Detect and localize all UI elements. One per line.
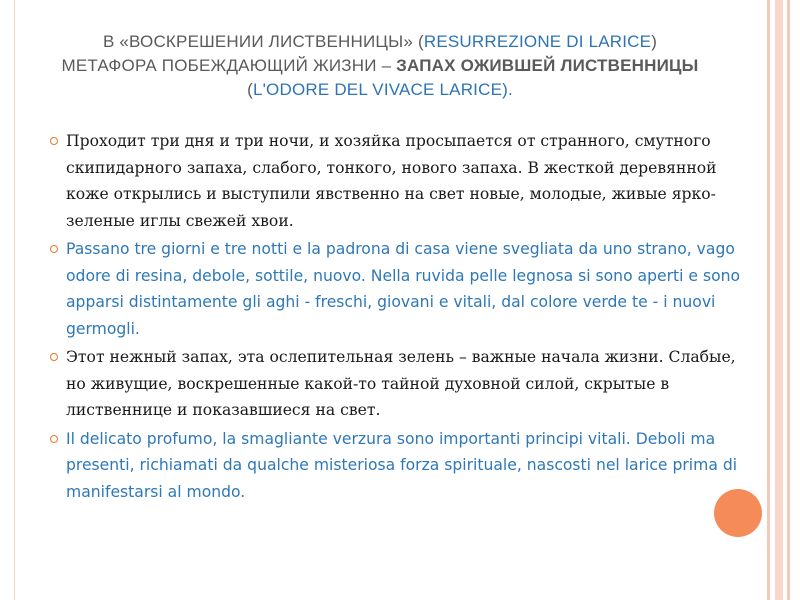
paragraph-italian-2 xyxy=(50,426,750,506)
bullet-icon xyxy=(50,353,58,361)
title-part-5: ( xyxy=(247,80,253,99)
paragraph-text: Il delicato profumo, la smagliante verzura sono importanti principi vitali. Deboli ma presenti, richiamati da qualche misteriosa forza spirituale, nascosti nel larice prima di manifestarsi al mondo. xyxy=(66,429,738,501)
bullet-icon xyxy=(50,137,58,145)
decorative-circle xyxy=(714,489,762,537)
right-stripe-1 xyxy=(767,0,770,600)
paragraph-text: Этот нежный запах, эта ослепительная зелень – важные начала жизни. Слабые, но живущие, воскрешенные какой-то тайной духовной силой, скрытые в лиственнице и показавшиеся на свет. xyxy=(66,348,736,419)
paragraph-russian-1 xyxy=(50,128,750,234)
paragraph-italian-1 xyxy=(50,236,750,342)
title-part-7: ). xyxy=(502,80,513,99)
slide-content xyxy=(50,128,750,507)
bullet-icon xyxy=(50,435,58,443)
right-stripe-2 xyxy=(775,0,783,600)
title-part-6: L'ODORE DEL VIVACE LARICE xyxy=(252,80,503,99)
paragraph-text: Проходит три дня и три ночи, и хозяйка просыпается от странного, смутного скипидарного запаха, слабого, тонкого, нового запаха. В жесткой деревянной коже открылись и выступили явственно на свет новые, молодые, живые ярко-зеленые иглы свежей хвои. xyxy=(66,132,717,230)
title-part-3: ) МЕТАФОРА ПОБЕЖДАЮЩИЙ ЖИЗНИ – xyxy=(61,32,658,75)
title-part-4: ЗАПАХ ОЖИВШЕЙ ЛИСТВЕННИЦЫ xyxy=(396,56,699,75)
left-border-line xyxy=(14,0,15,600)
bullet-icon xyxy=(50,245,58,253)
title-part-2: RESURREZIONE DI LARICE xyxy=(423,32,652,51)
right-stripe-3 xyxy=(787,0,790,600)
paragraph-text: Passano tre giorni e tre notti e la padrona di casa viene svegliata da uno strano, vago odore di resina, debole, sottile, nuovo. Nella ruvida pelle legnosa si sono aperti e sono apparsi distintamente gli aghi - freschi, giovani e vitali, dal colore verde te - i nuovi germogli. xyxy=(66,240,741,338)
slide-title xyxy=(60,30,700,102)
paragraph-russian-2 xyxy=(50,344,750,424)
title-part-1: В «ВОСКРЕШЕНИИ ЛИСТВЕННИЦЫ» ( xyxy=(102,32,424,51)
